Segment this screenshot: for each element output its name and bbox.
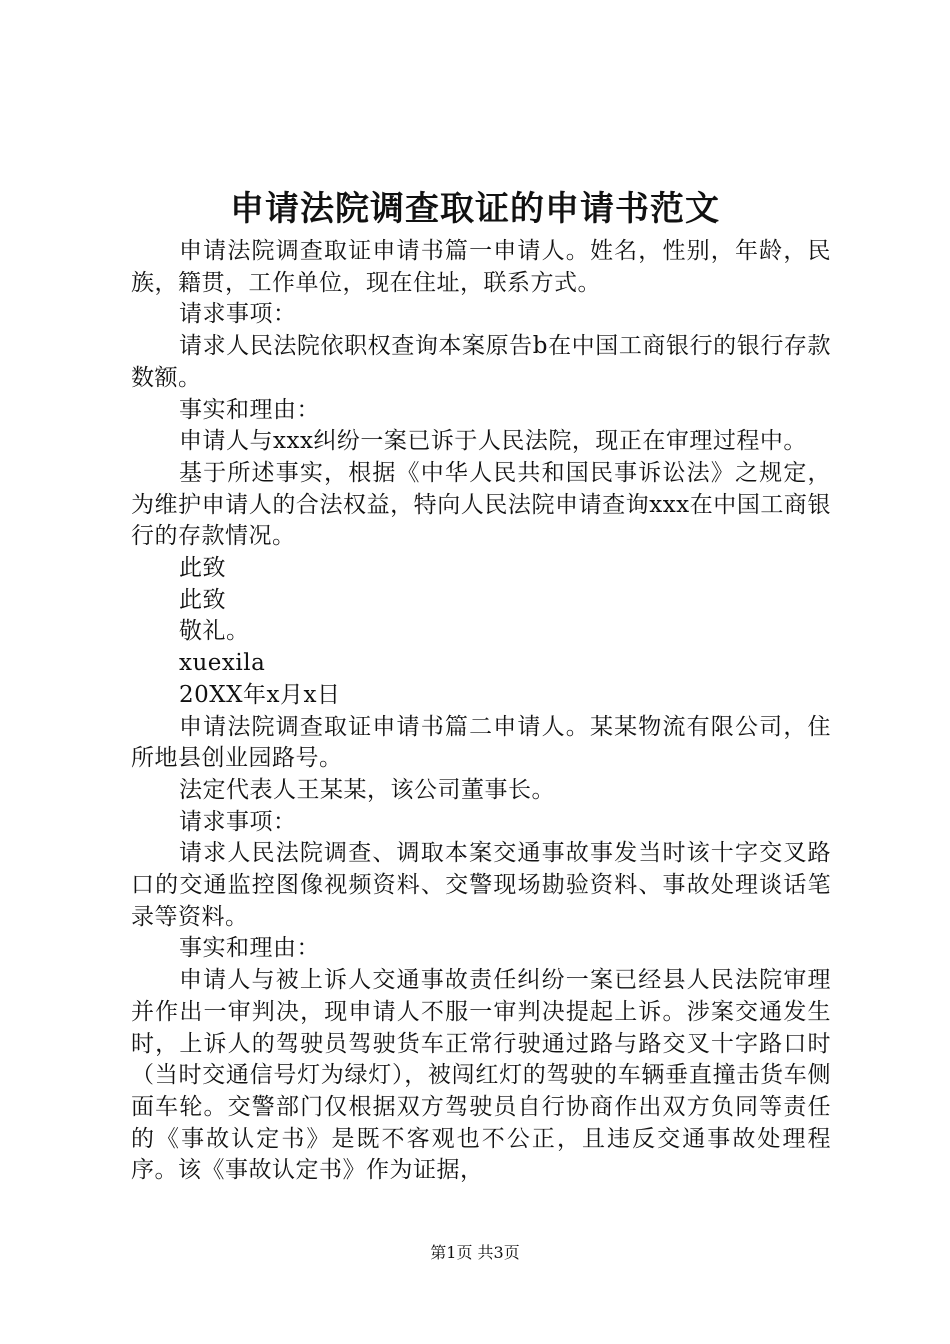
paragraph: 申请人与xxx纠纷一案已诉于人民法院，现正在审理过程中。: [179, 428, 807, 455]
paragraph: 此致: [179, 586, 226, 613]
paragraph: 请求人民法院依职权查询本案原告b在中国工商银行的银行存款数额。: [131, 333, 831, 391]
paragraph: 基于所述事实，根据《中华人民共和国民事诉讼法》之规定，为维护申请人的合法权益，特向人民法院申请查询xxx在中国工商银行的存款情况。: [131, 459, 831, 550]
paragraph: 敬礼。: [179, 618, 250, 645]
paragraph: 事实和理由：: [179, 935, 320, 962]
page-footer: 第1页 共3页: [430, 1243, 520, 1262]
paragraph: 法定代表人王某某，该公司董事长。: [179, 776, 555, 803]
paragraph: 请求事项：: [179, 808, 297, 835]
paragraph: 请求人民法院调查、调取本案交通事故事发当时该十字交叉路口的交通监控图像视频资料、交警现场勘验资料、事故处理谈话笔录等资料。: [131, 840, 831, 930]
paragraph: xuexila: [179, 650, 266, 677]
paragraph: 申请法院调查取证申请书篇二申请人。某某物流有限公司，住所地县创业园路号。: [131, 713, 831, 772]
document-body: [131, 236, 831, 1187]
paragraph: 申请人与被上诉人交通事故责任纠纷一案已经县人民法院审理并作出一审判决，现申请人不服一审判决提起上诉。涉案交通发生时，上诉人的驾驶员驾驶货车正常行驶通过路与路交叉十字路口时（当时交通信号灯为绿灯），被闯红灯的驾驶的车辆垂直撞击货车侧面车轮。交警部门仅根据双方驾驶员自行协商作出双方负同等责任的《事故认定书》是既不客观也不公正，且违反交通事故处理程序。该《事故认定书》作为证据，: [131, 967, 831, 1184]
paragraph: 20XX年x月x日: [179, 681, 341, 708]
paragraph: 申请法院调查取证申请书篇一申请人。姓名，性别，年龄，民族，籍贯，工作单位，现在住址，联系方式。: [131, 238, 831, 296]
paragraph: 此致: [179, 555, 226, 582]
paragraph: 事实和理由：: [179, 396, 320, 423]
paragraph: 请求事项：: [179, 301, 297, 328]
document-title: 申请法院调查取证的申请书范文: [230, 189, 720, 229]
